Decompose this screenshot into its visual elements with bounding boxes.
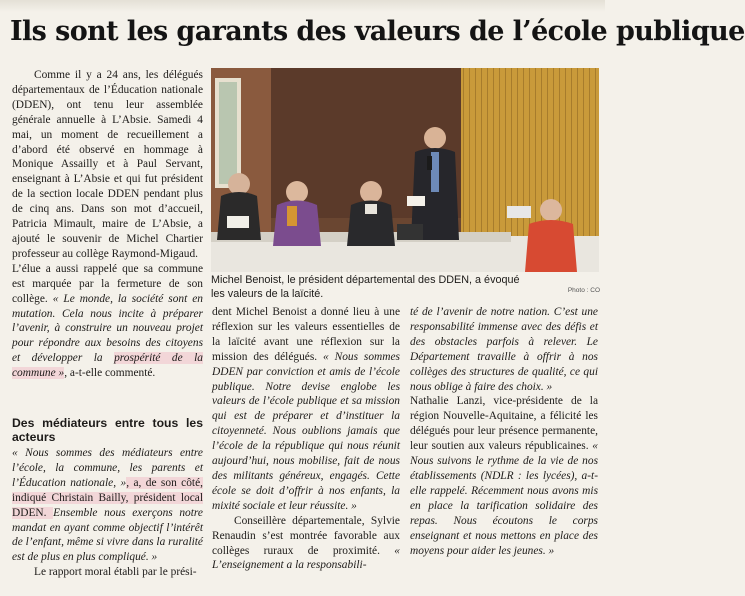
photo-illustration xyxy=(211,68,599,272)
paragraph-intro: Comme il y a 24 ans, les délégués départementaux de l’Éducation nationale (DDEN), ont tenu leur assemblée générale annuelle à L’Absie. Samedi 4 mai, un moment de recueillement a d’abord été observé en hommage à Monique Assailly et à Paul Servant, enseignant à L’Absie et qui fut président de la section locale DDEN pendant plus de cinq ans. Dans son mot d’accueil, Patricia Mimault, maire de L’Absie, a ajouté le souvenir de Michel Chartier professeur au collège Raymond-Migaud. xyxy=(12,69,203,260)
column-2 xyxy=(212,305,400,573)
region-text: Nathalie Lanzi, vice-présidente de la région Nouvelle-Aquitaine, a félicité les délégués pour leur présence permanente, leur soutien aux valeurs républicaines. xyxy=(410,395,598,453)
region-quote: « Nous suivons le rythme de la vie de nos établissements (NDLR : les lycées), a-t-elle rappelé. Récemment nous avons mis en place la tarification solidaire des repas. Nous écoutons le corps enseignant et nous mettons en place des moyens pour aider les jeunes. » xyxy=(410,440,598,557)
mayor-text: L’élue a aussi rappelé que sa commune est marquée par la fermeture de son collège. xyxy=(12,262,203,305)
councillor-text: Conseillère départementale, Sylvie Renaudin s’est montrée favorable aux collèges ruraux de proximité. xyxy=(212,514,400,557)
headline: Ils sont les garants des valeurs de l’école publique xyxy=(10,16,745,47)
photo-credit: Photo : CO xyxy=(567,287,600,294)
subheading: Des médiateurs entre tous les acteurs xyxy=(12,416,203,444)
paragraph-councillor xyxy=(212,514,400,574)
mediators-quote: « Nous sommes des médiateurs entre l’école, la commune, les parents et l’Éducation nationale, » xyxy=(12,447,203,489)
column-3 xyxy=(410,305,598,558)
mediators-attribution: , a, de son côté, indiqué Christain Bailly, président local DDEN. xyxy=(12,476,203,519)
councillor-quote: « L’enseignement a la responsabili- xyxy=(212,544,400,572)
mediators-quote-2: Ensemble nous exerçons notre mandat en ayant comme objectif l’intérêt de l’enfant, même si vivre dans la ruralité est de plus en plus compliqué. » xyxy=(12,506,203,564)
paragraph-region xyxy=(410,394,598,558)
councillor-quote-continued: té de l’avenir de notre nation. C’est une responsabilité immense avec des défis et des obstacles parfois à relever. Le Département travaille à offrir à nos collèges des structures de qualité, ce qui nous oblige à faire des choix. » xyxy=(410,306,598,393)
paragraph-mediators xyxy=(12,446,203,565)
president-text: dent Michel Benoist a donné lieu à une réflexion sur les valeurs essentielles de la laïcité avant une réflexion sur la mission des délégués. xyxy=(212,306,400,363)
mayor-quote-highlight: prospérité de la commune » xyxy=(12,352,203,380)
column-1-bottom xyxy=(12,416,203,580)
mayor-quote: « Le monde, la société sont en mutation. Cela nous incite à préparer l’avenir, à construire un nouveau projet pour répondre aux besoins des citoyens et développer la xyxy=(12,292,203,365)
president-quote: « Nous sommes DDEN par conviction et amis de l’école publique. Notre devise englobe les valeurs de l’école publique et sa mission qui est de préparer et d’instituer la citoyenneté. Nous oublions jamais que l’école de la république qui nous réunit aujourd’hui, nous mobilise, fait de nous des militants généreux, engagés. Cette école se doit d’offrir à nos enfants, la mixité sociale et leur réussite. » xyxy=(212,350,400,512)
paragraph-mayor xyxy=(12,262,203,381)
photo-caption: Michel Benoist, le président départemental des DDEN, a évoqué les valeurs de la laïcité. xyxy=(211,274,520,300)
paragraph-president xyxy=(212,305,400,514)
mayor-quote-end: , a-t-elle commenté. xyxy=(64,367,156,380)
column-1 xyxy=(12,68,203,381)
article-photo xyxy=(211,68,599,272)
paragraph-report: Le rapport moral établi par le prési- xyxy=(34,566,197,579)
previous-article-bleed xyxy=(0,0,605,12)
